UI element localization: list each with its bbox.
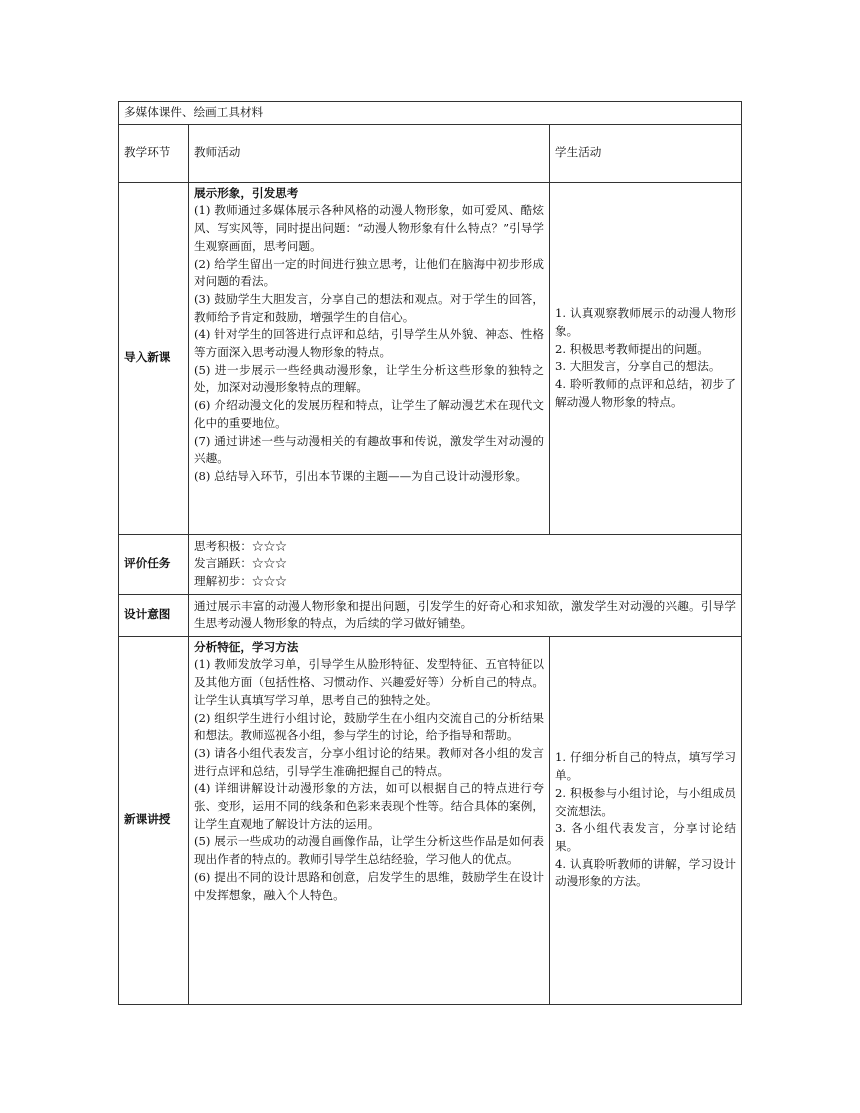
intro-student-1: 1. 认真观察教师展示的动漫人物形象。 [555,306,736,338]
intro-item-5: (5) 进一步展示一些经典动漫形象，让学生分析这些形象的独特之处，加深对动漫形象特点的理解。 [194,362,544,395]
design-text: 通过展示丰富的动漫人物形象和提出问题，引发学生的好奇心和求知欲，激发学生对动漫的兴趣。引导学生思考动漫人物形象的特点，为后续的学习做好铺垫。 [189,594,742,636]
newlesson-item-3: (3) 请各小组代表发言，分享小组讨论的结果。教师对各小组的发言进行点评和总结，引导学生准确把握自己的特点。 [194,745,544,778]
intro-item-3: (3) 鼓励学生大胆发言，分享自己的想法和观点。对于学生的回答，教师给予肯定和鼓励，增强学生的自信心。 [194,291,544,324]
newlesson-item-1: (1) 教师发放学习单，引导学生从脸形特征、发型特征、五官特征以及其他方面（包括性格、习惯动作、兴趣爱好等）分析自己的特点。让学生认真填写学习单，思考自己的独特之处。 [194,657,544,707]
newlesson-student-1: 1. 仔细分析自己的特点，填写学习单。 [555,750,736,783]
intro-label: 导入新课 [119,182,189,534]
intro-title: 展示形象，引发思考 [194,185,299,200]
evaluation-item-2: 发言踊跃：☆☆☆ [194,556,287,571]
intro-item-7: (7) 通过讲述一些与动漫相关的有趣故事和传说，激发学生对动漫的兴趣。 [194,433,544,466]
header-student: 学生活动 [550,124,742,182]
newlesson-label: 新课讲授 [119,636,189,1004]
header-teacher: 教师活动 [189,124,550,182]
evaluation-row [119,534,742,594]
newlesson-item-5: (5) 展示一些成功的动漫自画像作品，让学生分析这些作品是如何表现出作者的特点的。教师引导学生总结经验，学习他人的优点。 [194,834,544,867]
intro-item-1: (1) 教师通过多媒体展示各种风格的动漫人物形象，如可爱风、酷炫风、写实风等，同时提出问题：“动漫人物形象有什么特点？”引导学生观察画面，思考问题。 [194,203,544,253]
intro-row [119,182,742,534]
intro-student-4: 4. 聆听教师的点评和总结，初步了解动漫人物形象的特点。 [555,376,736,409]
materials-row [119,102,742,125]
design-label: 设计意图 [119,594,189,636]
intro-teacher-cell [189,182,550,534]
materials-cell: 多媒体课件、绘画工具材料 [119,102,742,125]
header-row [119,124,742,182]
intro-item-4: (4) 针对学生的回答进行点评和总结，引导学生从外貌、神态、性格等方面深入思考动漫人物形象的特点。 [194,327,544,360]
newlesson-item-2: (2) 组织学生进行小组讨论，鼓励学生在小组内交流自己的分析结果和想法。教师巡视各小组，参与学生的讨论，给予指导和帮助。 [194,710,544,743]
intro-student-cell [550,182,742,534]
newlesson-student-2: 2. 积极参与小组讨论，与小组成员交流想法。 [555,785,736,818]
intro-item-6: (6) 介绍动漫文化的发展历程和特点，让学生了解动漫艺术在现代文化中的重要地位。 [194,398,544,430]
newlesson-item-6: (6) 提出不同的设计思路和创意，启发学生的思维，鼓励学生在设计中发挥想象，融入个人特色。 [194,869,544,902]
intro-student-2: 2. 积极思考教师提出的问题。 [555,341,709,356]
intro-item-2: (2) 给学生留出一定的时间进行独立思考，让他们在脑海中初步形成对问题的看法。 [194,256,544,289]
intro-item-8: (8) 总结导入环节，引出本节课的主题——为自己设计动漫形象。 [194,468,528,483]
newlesson-row [119,636,742,1004]
newlesson-student-cell [550,636,742,1004]
evaluation-item-1: 思考积极：☆☆☆ [194,538,287,553]
evaluation-label: 评价任务 [119,534,189,594]
newlesson-title: 分析特征，学习方法 [194,639,299,654]
intro-student-3: 3. 大胆发言，分享自己的想法。 [555,359,721,374]
newlesson-student-4: 4. 认真聆听教师的讲解，学习设计动漫形象的方法。 [555,856,736,889]
header-stage: 教学环节 [119,124,189,182]
newlesson-teacher-cell [189,636,550,1004]
lesson-plan-table [118,101,742,1005]
newlesson-student-3: 3. 各小组代表发言，分享讨论结果。 [555,821,736,853]
evaluation-cell [189,534,742,594]
newlesson-item-4: (4) 详细讲解设计动漫形象的方法，如可以根据自己的特点进行夸张、变形，运用不同的线条和色彩来表现个性等。结合具体的案例，让学生直观地了解设计方法的运用。 [194,781,544,831]
design-row [119,594,742,636]
evaluation-item-3: 理解初步：☆☆☆ [194,574,287,589]
